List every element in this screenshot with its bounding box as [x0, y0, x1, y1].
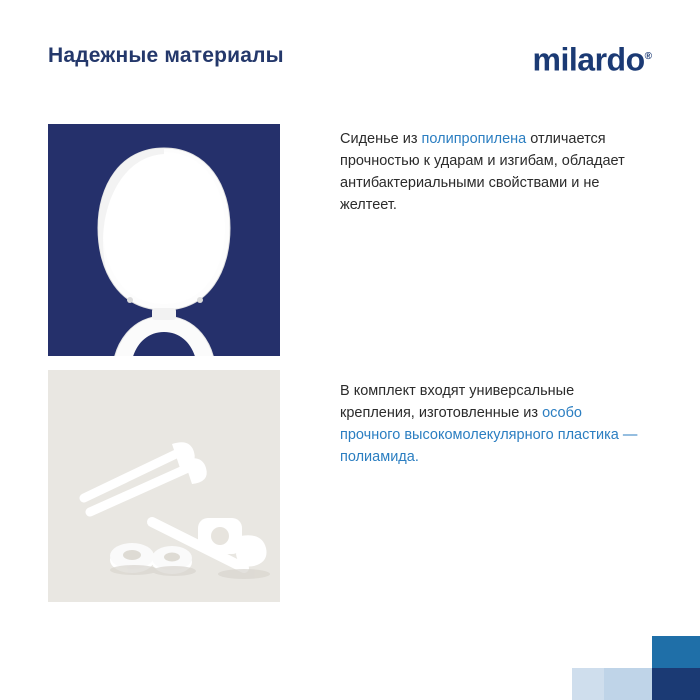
- deco-square-light: [604, 668, 652, 700]
- toilet-seat-illustration: [48, 124, 280, 356]
- brand-logo-text: milardo: [532, 41, 645, 78]
- product-image-mounting-hardware: [48, 370, 280, 602]
- deco-square-teal: [652, 636, 700, 668]
- header: [48, 38, 652, 84]
- description-text-1: [340, 128, 648, 216]
- product-image-toilet-seat: [48, 124, 280, 356]
- mounting-hardware-illustration: [48, 370, 280, 602]
- brand-logo: [533, 38, 652, 79]
- description-text-2: [340, 380, 640, 468]
- text-2-highlight: особо прочного высокомолекулярного пластика — полиамида.: [340, 405, 638, 465]
- text-1-highlight: полипропилена: [421, 131, 527, 147]
- text-1-part-1: Сиденье из: [340, 131, 422, 147]
- page-title: Надежные материалы: [48, 44, 284, 67]
- registered-trademark-icon: ®: [644, 51, 652, 62]
- text-2-part-1: В комплект входят универсальные крепления, изготовленные из: [340, 383, 575, 421]
- deco-square-navy: [652, 668, 700, 700]
- decorative-squares: [572, 632, 700, 700]
- deco-square-pale: [604, 636, 652, 668]
- deco-square-light-mid: [572, 668, 604, 700]
- text-1-part-3: отличается прочностью к ударам и изгибам, обладает антибактериальными свойствами и не желтеет.: [340, 131, 625, 213]
